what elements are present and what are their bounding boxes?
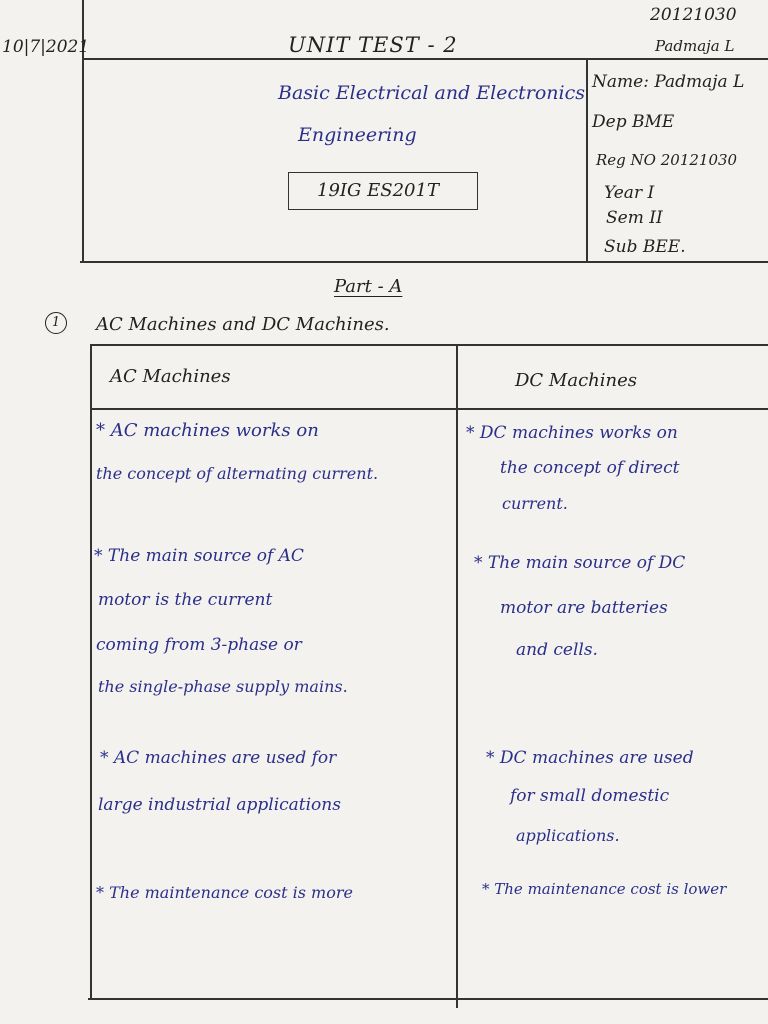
info-sem: Sem II [606,208,663,228]
ac-point-2-line-2: motor is the current [98,590,273,610]
ac-point-1-line-1: * AC machines works on [96,420,319,441]
question-text: AC Machines and DC Machines. [96,314,390,335]
info-name: Name: Padmaja L [592,72,745,92]
info-dep: Dep BME [592,112,675,132]
ac-point-3-line-2: large industrial applications [98,795,341,815]
ac-point-3-line-1: * AC machines are used for [100,748,337,768]
question-number: 1 [45,312,67,334]
section-rule [80,261,768,263]
ac-point-2-line-3: coming from 3-phase or [96,635,302,655]
dc-point-3-line-1: * DC machines are used [486,748,694,768]
ac-column-header: AC Machines [110,366,231,387]
header-rule [82,58,768,60]
dc-point-2-line-3: and cells. [516,640,598,660]
table-header-rule [90,408,768,410]
table-column-divider [456,344,458,1008]
ac-point-2-line-1: * The main source of AC [94,546,304,566]
dc-point-4-line-1: * The maintenance cost is lower [482,880,727,898]
table-top-border [90,344,768,346]
page-title: UNIT TEST - 2 [288,33,458,57]
info-year: Year I [604,183,655,203]
info-reg: Reg NO 20121030 [596,151,738,169]
ac-point-4-line-1: * The maintenance cost is more [96,883,353,902]
subject-line-1: Basic Electrical and Electronics [278,82,585,104]
dc-point-2-line-1: * The main source of DC [474,553,686,573]
course-code: 19IG ES201T [317,180,439,201]
table-left-border [90,344,92,999]
table-bottom-border [88,998,768,1000]
info-divider [586,58,588,262]
dc-point-1-line-2: the concept of direct [500,458,680,478]
date: 10|7|2021 [2,37,90,57]
dc-point-3-line-2: for small domestic [510,786,670,806]
header-reg-number: 20121030 [650,5,737,25]
header-name: Padmaja L [655,37,735,55]
dc-point-3-line-3: applications. [516,826,620,845]
part-heading: Part - A [334,276,403,297]
dc-point-1-line-1: * DC machines works on [466,423,678,443]
dc-point-1-line-3: current. [502,494,568,513]
info-sub: Sub BEE. [604,237,686,257]
ac-point-2-line-4: the single-phase supply mains. [98,677,348,696]
ac-point-1-line-2: the concept of alternating current. [96,464,379,483]
subject-line-2: Engineering [298,124,417,146]
dc-point-2-line-2: motor are batteries [500,598,668,618]
dc-column-header: DC Machines [515,370,638,391]
